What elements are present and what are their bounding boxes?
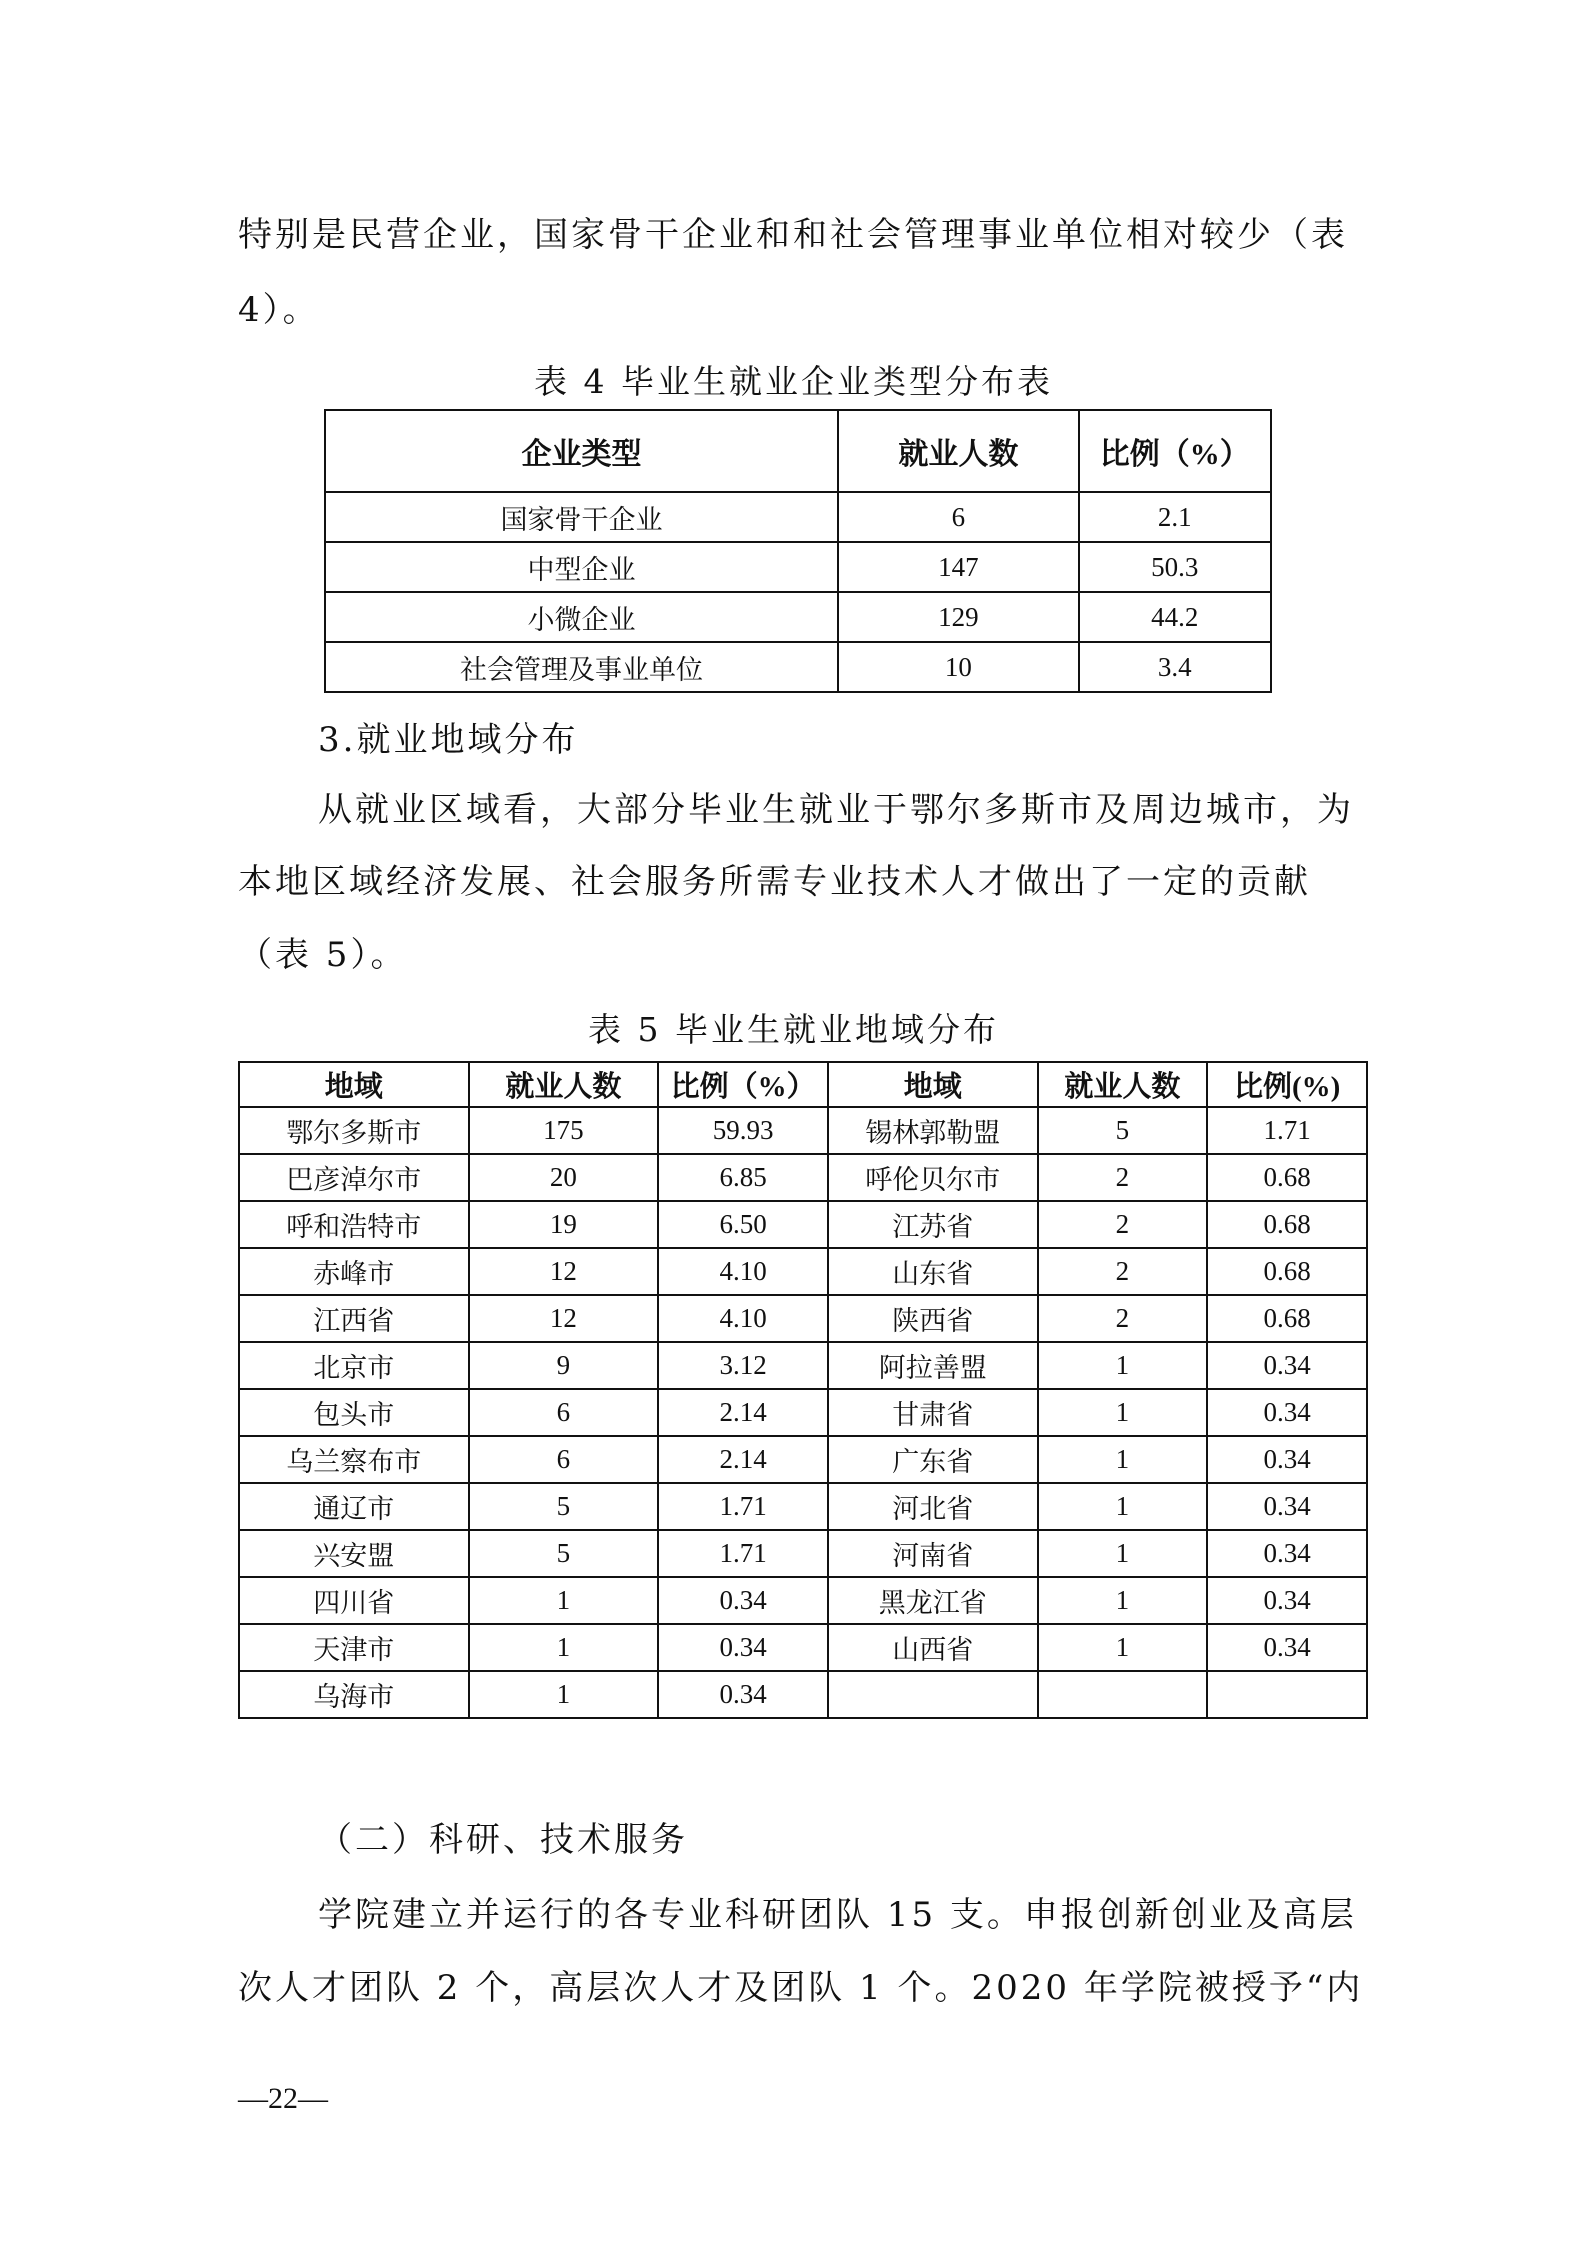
cell-region: 鄂尔多斯市 [239, 1107, 469, 1154]
cell-employed-count: 129 [838, 592, 1079, 642]
table-row [325, 592, 1271, 642]
cell-ratio-2: 0.34 [1207, 1342, 1367, 1389]
cell-employed-count-2: 2 [1038, 1295, 1208, 1342]
cell-ratio-2: 0.34 [1207, 1436, 1367, 1483]
cell-region: 天津市 [239, 1624, 469, 1671]
cell-ratio: 6.85 [658, 1154, 828, 1201]
header-region-2: 地域 [828, 1062, 1038, 1107]
cell-ratio-2: 0.34 [1207, 1577, 1367, 1624]
cell-employed-count: 5 [469, 1530, 659, 1577]
cell-region: 赤峰市 [239, 1248, 469, 1295]
cell-ratio: 4.10 [658, 1248, 828, 1295]
table-row [239, 1577, 1367, 1624]
cell-enterprise-type: 国家骨干企业 [325, 492, 838, 542]
table-row [239, 1389, 1367, 1436]
cell-ratio-2: 0.68 [1207, 1201, 1367, 1248]
cell-region-2 [828, 1671, 1038, 1718]
table-row [239, 1436, 1367, 1483]
cell-employed-count: 20 [469, 1154, 659, 1201]
cell-region: 乌兰察布市 [239, 1436, 469, 1483]
table-row [239, 1201, 1367, 1248]
cell-employed-count: 1 [469, 1577, 659, 1624]
table-row [325, 642, 1271, 692]
cell-ratio-2: 0.68 [1207, 1248, 1367, 1295]
cell-region: 呼和浩特市 [239, 1201, 469, 1248]
cell-region: 北京市 [239, 1342, 469, 1389]
cell-employed-count: 10 [838, 642, 1079, 692]
cell-region-2: 阿拉善盟 [828, 1342, 1038, 1389]
header-enterprise-type: 企业类型 [325, 410, 838, 492]
table-row [239, 1295, 1367, 1342]
cell-employed-count-2: 1 [1038, 1436, 1208, 1483]
cell-employed-count-2: 5 [1038, 1107, 1208, 1154]
cell-region: 江西省 [239, 1295, 469, 1342]
cell-ratio: 44.2 [1079, 592, 1271, 642]
table-row [239, 1530, 1367, 1577]
cell-region-2: 甘肃省 [828, 1389, 1038, 1436]
section2-para-line-2: 次人才团队 2 个，高层次人才及团队 1 个。2020 年学院被授予“内 [238, 1968, 1364, 2008]
intro-line-2: 4）。 [238, 290, 320, 330]
table4-enterprise-types [324, 409, 1272, 693]
cell-ratio: 2.14 [658, 1389, 828, 1436]
cell-region: 包头市 [239, 1389, 469, 1436]
table-row [239, 1107, 1367, 1154]
cell-employed-count: 19 [469, 1201, 659, 1248]
cell-ratio: 3.12 [658, 1342, 828, 1389]
cell-ratio: 1.71 [658, 1483, 828, 1530]
header-ratio-2: 比例(%) [1207, 1062, 1367, 1107]
cell-ratio-2 [1207, 1671, 1367, 1718]
table-row [239, 1671, 1367, 1718]
table-row [325, 542, 1271, 592]
section3-heading: 3.就业地域分布 [318, 720, 579, 760]
cell-enterprise-type: 小微企业 [325, 592, 838, 642]
table-row [239, 1624, 1367, 1671]
cell-employed-count-2: 1 [1038, 1342, 1208, 1389]
table-row [239, 1248, 1367, 1295]
cell-employed-count: 6 [838, 492, 1079, 542]
cell-employed-count: 5 [469, 1483, 659, 1530]
cell-employed-count-2: 1 [1038, 1577, 1208, 1624]
cell-ratio: 50.3 [1079, 542, 1271, 592]
cell-region: 乌海市 [239, 1671, 469, 1718]
cell-region-2: 锡林郭勒盟 [828, 1107, 1038, 1154]
cell-ratio: 4.10 [658, 1295, 828, 1342]
cell-ratio: 2.1 [1079, 492, 1271, 542]
cell-region: 通辽市 [239, 1483, 469, 1530]
cell-employed-count: 147 [838, 542, 1079, 592]
cell-region-2: 山西省 [828, 1624, 1038, 1671]
cell-ratio-2: 0.34 [1207, 1483, 1367, 1530]
table5-caption: 表 5 毕业生就业地域分布 [588, 1010, 999, 1049]
cell-employed-count-2: 2 [1038, 1248, 1208, 1295]
cell-region: 兴安盟 [239, 1530, 469, 1577]
cell-employed-count: 12 [469, 1248, 659, 1295]
cell-region-2: 黑龙江省 [828, 1577, 1038, 1624]
section3-para-line-1: 从就业区域看，大部分毕业生就业于鄂尔多斯市及周边城市，为 [318, 790, 1354, 830]
cell-employed-count: 1 [469, 1671, 659, 1718]
section3-para-line-3: （表 5）。 [238, 935, 408, 975]
cell-employed-count: 12 [469, 1295, 659, 1342]
cell-region-2: 江苏省 [828, 1201, 1038, 1248]
cell-region: 四川省 [239, 1577, 469, 1624]
table-row [239, 1483, 1367, 1530]
cell-ratio: 2.14 [658, 1436, 828, 1483]
cell-ratio: 3.4 [1079, 642, 1271, 692]
cell-region-2: 广东省 [828, 1436, 1038, 1483]
table-header-row [325, 410, 1271, 492]
table-row [239, 1342, 1367, 1389]
cell-ratio: 0.34 [658, 1624, 828, 1671]
cell-employed-count-2 [1038, 1671, 1208, 1718]
page-number: —22— [238, 2082, 328, 2115]
table5-region-distribution [238, 1061, 1368, 1719]
table-row [239, 1154, 1367, 1201]
cell-ratio-2: 1.71 [1207, 1107, 1367, 1154]
cell-employed-count: 175 [469, 1107, 659, 1154]
intro-line-1: 特别是民营企业，国家骨干企业和和社会管理事业单位相对较少（表 [238, 215, 1348, 255]
header-employed-count: 就业人数 [838, 410, 1079, 492]
cell-ratio: 59.93 [658, 1107, 828, 1154]
cell-region-2: 山东省 [828, 1248, 1038, 1295]
cell-ratio: 1.71 [658, 1530, 828, 1577]
header-ratio: 比例（%） [658, 1062, 828, 1107]
table-row [325, 492, 1271, 542]
cell-region: 巴彦淖尔市 [239, 1154, 469, 1201]
table4-caption: 表 4 毕业生就业企业类型分布表 [534, 362, 1053, 401]
header-ratio: 比例（%） [1079, 410, 1271, 492]
header-employed-count: 就业人数 [469, 1062, 659, 1107]
cell-ratio-2: 0.34 [1207, 1389, 1367, 1436]
cell-region-2: 河北省 [828, 1483, 1038, 1530]
cell-ratio-2: 0.34 [1207, 1530, 1367, 1577]
section2-heading: （二）科研、技术服务 [318, 1820, 688, 1860]
cell-ratio-2: 0.34 [1207, 1624, 1367, 1671]
cell-enterprise-type: 社会管理及事业单位 [325, 642, 838, 692]
cell-employed-count: 6 [469, 1389, 659, 1436]
cell-ratio-2: 0.68 [1207, 1154, 1367, 1201]
cell-region-2: 河南省 [828, 1530, 1038, 1577]
section2-para-line-1: 学院建立并运行的各专业科研团队 15 支。申报创新创业及高层 [318, 1895, 1357, 1935]
cell-employed-count-2: 1 [1038, 1530, 1208, 1577]
cell-employed-count: 6 [469, 1436, 659, 1483]
cell-ratio-2: 0.68 [1207, 1295, 1367, 1342]
cell-employed-count-2: 1 [1038, 1389, 1208, 1436]
cell-employed-count-2: 2 [1038, 1154, 1208, 1201]
cell-enterprise-type: 中型企业 [325, 542, 838, 592]
cell-ratio: 0.34 [658, 1671, 828, 1718]
cell-ratio: 0.34 [658, 1577, 828, 1624]
cell-region-2: 呼伦贝尔市 [828, 1154, 1038, 1201]
table-header-row [239, 1062, 1367, 1107]
section3-para-line-2: 本地区域经济发展、社会服务所需专业技术人才做出了一定的贡献 [238, 862, 1311, 902]
cell-employed-count: 9 [469, 1342, 659, 1389]
cell-employed-count: 1 [469, 1624, 659, 1671]
cell-employed-count-2: 1 [1038, 1483, 1208, 1530]
cell-employed-count-2: 1 [1038, 1624, 1208, 1671]
header-region: 地域 [239, 1062, 469, 1107]
header-employed-count-2: 就业人数 [1038, 1062, 1208, 1107]
cell-employed-count-2: 2 [1038, 1201, 1208, 1248]
cell-ratio: 6.50 [658, 1201, 828, 1248]
cell-region-2: 陕西省 [828, 1295, 1038, 1342]
